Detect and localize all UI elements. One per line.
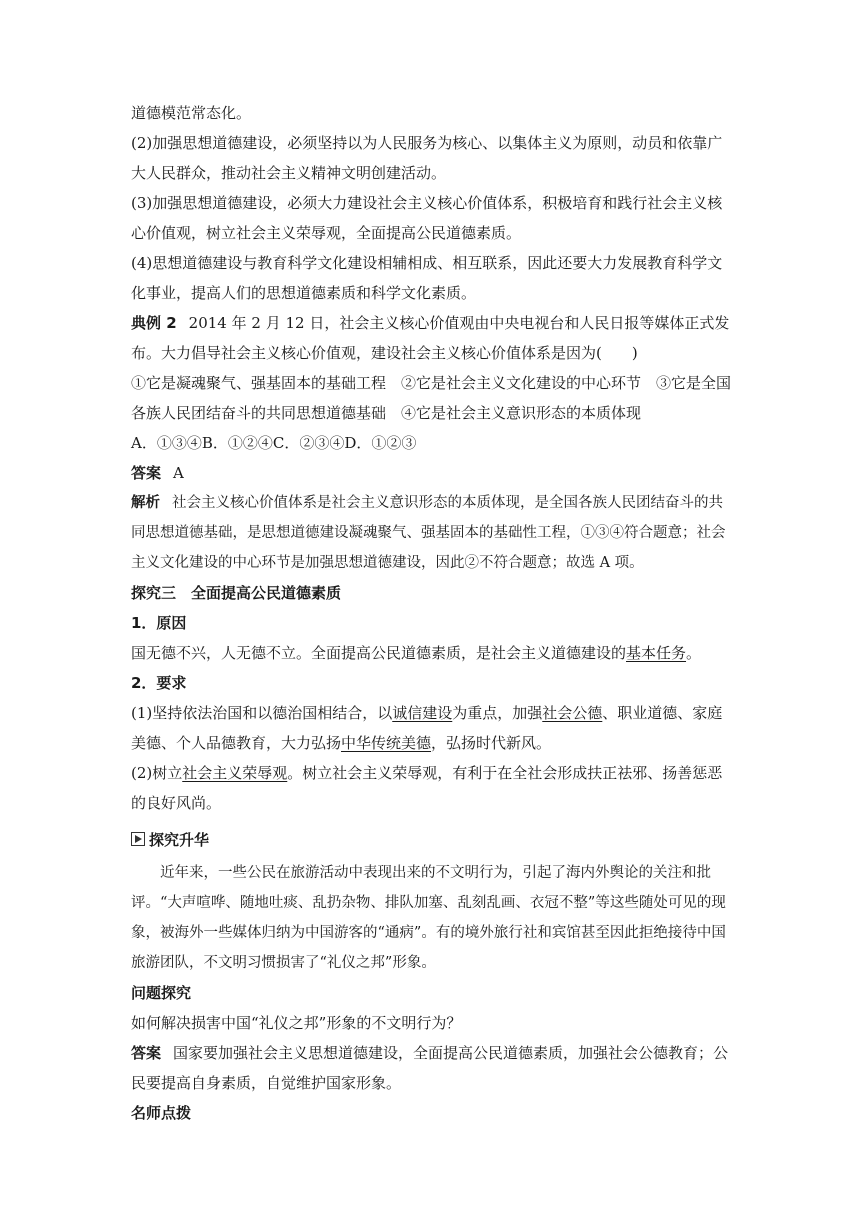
r1-key2: 社会公德: [542, 704, 603, 722]
r1-b: 为重点，加强: [452, 704, 543, 722]
reason-post: 。: [686, 644, 702, 662]
r2-a: (2)树立: [131, 764, 183, 782]
reason-text: [131, 638, 731, 668]
play-box-icon: [131, 832, 145, 846]
answer-value: A: [173, 464, 184, 482]
tips-label: 名师点拨: [131, 1104, 192, 1122]
paragraph-cont: 道德模范常态化。: [131, 104, 252, 122]
r1-key1: 诚信建设: [392, 704, 453, 722]
subheading-require: 2．要求: [131, 674, 187, 692]
r2-b: 。树立社会主义荣辱观，有利于在全社会形成扶正祛邪、扬善惩恶的良好风尚。: [131, 764, 723, 812]
example-question: [131, 308, 731, 368]
point-3: (3)加强思想道德建设，必须大力建设社会主义核心价值体系，积极培育和践行社会主义核心价值观，树立社会主义荣辱观，全面提高公民道德素质。: [131, 194, 723, 242]
page-content: [131, 98, 731, 1128]
answer-label: 答案: [131, 464, 162, 482]
upgrade-title: 探究升华: [149, 830, 210, 849]
upgrade-heading: [131, 824, 731, 854]
point-2: (2)加强思想道德建设，必须坚持以为人民服务为核心、以集体主义为原则，动员和依靠广大人民群众，推动社会主义精神文明创建活动。: [131, 134, 723, 182]
r1-key3: 中华传统美德: [341, 734, 432, 752]
reason-key: 基本任务: [626, 644, 687, 662]
example-label: 典例 2: [131, 314, 177, 332]
example-analysis: [131, 488, 731, 578]
subheading-reason: 1．原因: [131, 614, 187, 632]
upgrade-answer-label: 答案: [131, 1044, 162, 1062]
example-items: ①它是凝魂聚气、强基固本的基础工程 ②它是社会主义文化建设的中心环节 ③它是全国各族人民团结奋斗的共同思想道德基础 ④它是社会主义意识形态的本质体现: [131, 374, 732, 422]
analysis-label: 解析: [131, 495, 160, 511]
require-1: [131, 698, 731, 758]
r1-a: (1)坚持依法治国和以德治国相结合，以: [131, 704, 393, 722]
r1-d: ，弘扬时代新风。: [431, 734, 552, 752]
question-text: 如何解决损害中国“礼仪之邦”形象的不文明行为？: [131, 1014, 462, 1032]
example-text: 2014 年 2 月 12 日，社会主义核心价值观由中央电视台和人民日报等媒体正式发布。大力倡导社会主义核心价值观，建设社会主义核心价值体系是因为( ): [131, 314, 730, 362]
r1-c: 、职业道德、家庭美德、个人品德教育，大力弘扬: [131, 704, 723, 752]
require-2: [131, 758, 731, 818]
question-label: 问题探究: [131, 984, 192, 1002]
point-4: (4)思想道德建设与教育科学文化建设相辅相成、相互联系，因此还要大力发展教育科学文化事业，提高人们的思想道德素质和科学文化素质。: [131, 254, 723, 302]
upgrade-passage: 近年来，一些公民在旅游活动中表现出来的不文明行为，引起了海内外舆论的关注和批评。“大声喧哗、随地吐痰、乱扔杂物、排队加塞、乱刻乱画、衣冠不整”等这些随处可见的现象，被海外一些媒体归纳为中国游客的“通病”。有的境外旅行社和宾馆甚至因此拒绝接待中国旅游团队，不文明习惯损害了“礼仪之邦”形象。: [131, 865, 726, 971]
reason-pre: 国无德不兴，人无德不立。全面提高公民道德素质，是社会主义道德建设的: [131, 644, 627, 662]
r2-key: 社会主义荣辱观: [182, 764, 288, 782]
upgrade-answer-text: 国家要加强社会主义思想道德建设，全面提高公民道德素质，加强社会公德教育；公民要提高自身素质，自觉维护国家形象。: [131, 1044, 729, 1092]
upgrade-answer: [131, 1038, 731, 1098]
example-answer: [131, 458, 731, 488]
analysis-text: 社会主义核心价值体系是社会主义意识形态的本质体现，是全国各族人民团结奋斗的共同思想道德基础，是思想道德建设凝魂聚气、强基固本的基础性工程，①③④符合题意；社会主义文化建设的中心环节是加强思想道德建设，因此②不符合题意；故选 A 项。: [131, 495, 726, 571]
section-title: 探究三 全面提高公民道德素质: [131, 584, 342, 602]
example-options: A．①③④B．①②④C．②③④D．①②③: [131, 434, 417, 452]
